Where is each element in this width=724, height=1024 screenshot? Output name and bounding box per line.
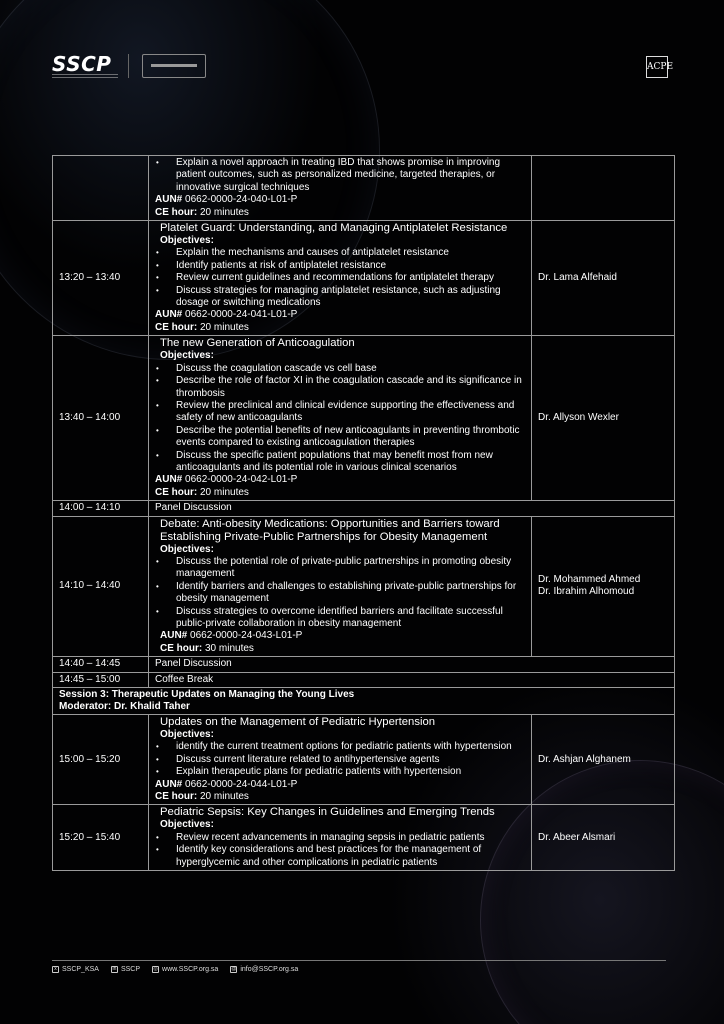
session-content [149,715,532,805]
aun-label: AUN# [155,309,183,321]
objective-item: • Discuss the potential role of private-public partnerships in promoting obesity management [155,556,525,581]
objectives-list [155,741,525,778]
objective-item: • Explain therapeutic plans for pediatric patients with hypertension [155,766,525,778]
ce-hour-label: CE hour: [155,321,198,333]
objectives-list [155,363,525,475]
time-slot: 14:10 – 14:40 [53,516,149,657]
ce-hour [155,207,525,219]
ce-hour [155,643,525,655]
session-content [149,805,532,871]
ce-hour-label: CE hour: [155,206,198,218]
ce-hour-value: 20 minutes [197,791,249,803]
objective-item: • Discuss strategies for managing antiplatelet resistance, such as adjusting dosage or switching medications [155,285,525,310]
agenda-row [53,221,675,336]
time-slot: 15:00 – 15:20 [53,715,149,805]
session-title: Platelet Guard: Understanding, and Managing Antiplatelet Resistance [160,222,508,235]
break-label: Coffee Break [149,672,675,687]
agenda-row [53,805,675,871]
agenda-row [53,501,675,516]
agenda-row [53,336,675,501]
aun-label: AUN# [155,474,183,486]
sscp-logo-tagline [52,74,118,78]
ce-hour [155,791,525,803]
time-slot: 13:20 – 13:40 [53,221,149,336]
objective-item: • Discuss strategies to overcome identified barriers and facilitate successful public-private collaboration in obesity management [155,606,525,631]
agenda-row [53,715,675,805]
time-slot: 14:00 – 14:10 [53,501,149,516]
speaker-cell [532,715,675,805]
aun-number [155,474,525,486]
objectives-list [155,556,525,630]
objective-item: • Discuss the specific patient populations that may benefit most from new anticoagulants and its potential role in various clinical scenarios [155,450,525,475]
objective-item: • Identify patients at risk of antiplatelet resistance [155,260,525,272]
aun-value: 0662-0000-24-043-L01-P [187,630,303,642]
objectives-label: Objectives: [160,543,214,555]
session-content [149,156,532,221]
objective-item: • Discuss current literature related to antihypertensive agents [155,754,525,766]
email-icon: @ [231,966,237,972]
session-title: The new Generation of Anticoagulation [160,337,355,350]
agenda-table [52,155,675,871]
objectives-list [155,157,525,194]
session-content [149,516,532,657]
objectives-label: Objectives: [160,350,214,362]
session-row [53,688,675,715]
agenda-row [53,672,675,687]
ce-hour-label: CE hour: [155,486,198,498]
objective-item: • Explain a novel approach in treating IBD that shows promise in improving patient outcomes, such as personalized medicine, targeted therapies, or innovative surgical techniques [155,157,525,194]
aun-number [155,194,525,206]
break-label: Panel Discussion [149,501,675,516]
speaker-name: Dr. Ibrahim Alhomoud [538,586,635,598]
footer-website[interactable] [152,966,218,973]
speaker-name: Dr. Mohammed Ahmed [538,573,641,585]
speaker-cell [532,336,675,501]
logo-divider [128,54,129,78]
session-title: Pediatric Sepsis: Key Changes in Guidelines and Emerging Trends [160,806,495,819]
objective-item: • Identify key considerations and best practices for the management of hyperglycemic and other complications in pediatric patients [155,844,525,869]
speaker-cell [532,221,675,336]
objective-item: • Discuss the coagulation cascade vs cell base [155,363,525,375]
footer-twitter[interactable] [52,966,99,973]
footer-email[interactable] [230,966,298,973]
ce-hour-value: 30 minutes [202,642,254,654]
globe-icon: ◎ [153,966,158,972]
speaker-cell [532,805,675,871]
linkedin-icon: in [112,966,117,972]
website-link: www.SSCP.org.sa [162,966,219,973]
speaker-cell [532,516,675,657]
session-content [149,221,532,336]
objectives-label: Objectives: [160,819,214,831]
twitter-handle: SSCP_KSA [62,966,99,973]
footer-linkedin[interactable] [111,966,140,973]
agenda-row [53,516,675,657]
session-title: Debate: Anti-obesity Medications: Opportunities and Barriers toward Establishing Private-Public Partnerships for Obesity Management [160,517,500,543]
ce-hour [155,487,525,499]
speaker-name: Dr. Lama Alfehaid [538,271,617,283]
ce-hour [155,322,525,334]
speaker-name: Dr. Allyson Wexler [538,412,619,424]
linkedin-handle: SSCP [120,966,141,973]
ce-hour-label: CE hour: [155,791,198,803]
break-label: Panel Discussion [149,657,675,672]
objective-item: • Describe the role of factor XI in the coagulation cascade and its significance in thrombosis [155,375,525,400]
time-slot: 14:45 – 15:00 [53,672,149,687]
aun-value: 0662-0000-24-041-L01-P [182,309,298,321]
ce-hour-value: 20 minutes [197,321,249,333]
objective-item: • Identify barriers and challenges to establishing private-public partnerships for obesity management [155,581,525,606]
objective-item: • identify the current treatment options for pediatric patients with hypertension [155,741,525,753]
time-slot: 15:20 – 15:40 [53,805,149,871]
objective-item: • Describe the potential benefits of new anticoagulants in preventing thrombotic events compared to existing anticoagulation therapies [155,425,525,450]
ce-hour-label: CE hour: [160,642,203,654]
partner-logo [142,54,206,78]
time-slot: 14:40 – 14:45 [53,657,149,672]
email-link: info@SSCP.org.sa [240,966,299,973]
aun-number [155,779,525,791]
session-moderator: Moderator: Dr. Khalid Taher [59,701,190,713]
aun-label: AUN# [155,778,183,790]
footer-divider [52,960,666,961]
aun-label: AUN# [160,630,188,642]
objectives-list [155,247,525,309]
speaker-name: Dr. Ashjan Alghanem [538,753,631,765]
agenda-row [53,156,675,221]
page-header [52,52,672,82]
twitter-icon: x [52,966,59,973]
aun-number [155,309,525,321]
objectives-label: Objectives: [160,235,214,247]
aun-number [155,630,525,642]
acpe-logo: ACPE [646,56,668,78]
objective-item: • Review the preclinical and clinical evidence supporting the effectiveness and safety of new anticoagulants [155,400,525,425]
page-footer [52,960,666,973]
objective-item: • Explain the mechanisms and causes of antiplatelet resistance [155,247,525,259]
objectives-label: Objectives: [160,729,214,741]
objectives-list [155,832,525,869]
objective-item: • Review current guidelines and recommendations for antiplatelet therapy [155,272,525,284]
session-title: Session 3: Therapeutic Updates on Managing the Young Lives [59,689,355,701]
sscp-logo: SSCP [52,52,112,76]
aun-value: 0662-0000-24-042-L01-P [182,474,298,486]
ce-hour-value: 20 minutes [197,486,249,498]
time-slot: 13:40 – 14:00 [53,336,149,501]
speaker-name: Dr. Abeer Alsmari [538,831,616,843]
aun-value: 0662-0000-24-040-L01-P [182,194,298,206]
speaker-cell [532,156,675,221]
session-header [53,688,675,715]
session-content [149,336,532,501]
aun-label: AUN# [155,194,183,206]
agenda-row [53,657,675,672]
time-slot [53,156,149,221]
session-title: Updates on the Management of Pediatric Hypertension [160,716,436,729]
ce-hour-value: 20 minutes [197,206,249,218]
objective-item: • Review recent advancements in managing sepsis in pediatric patients [155,832,525,844]
aun-value: 0662-0000-24-044-L01-P [182,778,298,790]
